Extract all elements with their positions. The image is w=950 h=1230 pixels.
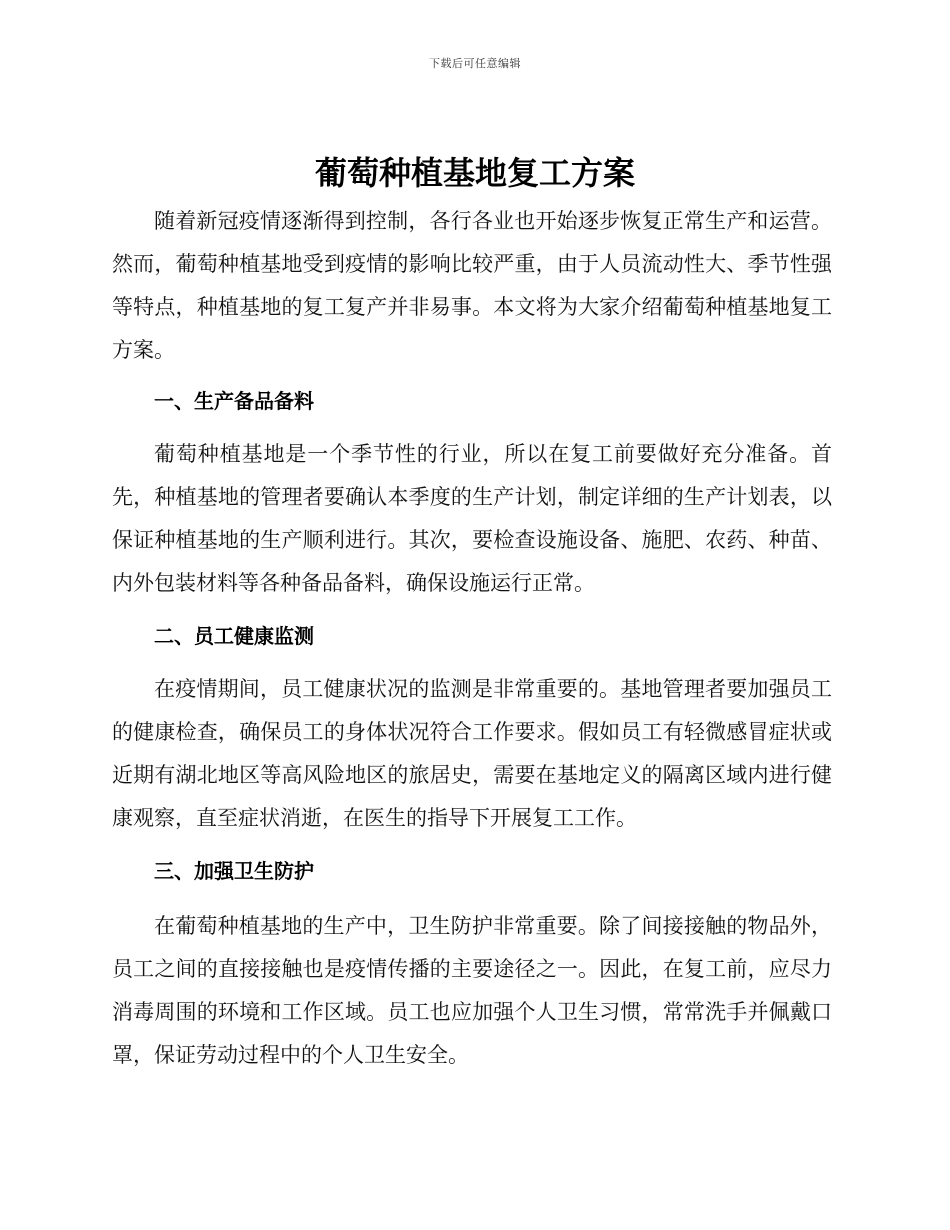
section-1-body-block xyxy=(112,433,832,605)
section-2-heading-block xyxy=(112,615,832,658)
section-3-heading-block xyxy=(112,850,832,893)
section-3-body-block xyxy=(112,905,832,1077)
section-1-heading: 一、生产备品备料 xyxy=(154,389,314,413)
section-2-paragraph: 在疫情期间，员工健康状况的监测是非常重要的。基地管理者要加强员工的健康检查，确保员工的身体状况符合工作要求。假如员工有轻微感冒症状或近期有湖北地区等高风险地区的旅居史，需要在基地定义的隔离区域内进行健康观察，直至症状消逝，在医生的指导下开展复工工作。 xyxy=(112,677,832,830)
section-2-heading: 二、员工健康监测 xyxy=(154,624,314,648)
section-3-heading: 三、加强卫生防护 xyxy=(154,859,314,883)
section-1-heading-block xyxy=(112,380,832,423)
header-note: 下载后可任意编辑 xyxy=(429,57,521,70)
section-1-paragraph: 葡萄种植基地是一个季节性的行业，所以在复工前要做好充分准备。首先，种植基地的管理者要确认本季度的生产计划，制定详细的生产计划表，以保证种植基地的生产顺利进行。其次，要检查设施设备、施肥、农药、种苗、内外包装材料等各种备品备料，确保设施运行正常。 xyxy=(112,442,832,595)
section-2-body-block xyxy=(112,668,832,840)
intro-paragraph: 随着新冠疫情逐渐得到控制，各行各业也开始逐步恢复正常生产和运营。然而，葡萄种植基地受到疫情的影响比较严重，由于人员流动性大、季节性强等特点，种植基地的复工复产并非易事。本文将为大家介绍葡萄种植基地复工方案。 xyxy=(112,209,832,362)
intro-block xyxy=(112,200,832,372)
document-title: 葡萄种植基地复工方案 xyxy=(314,154,635,192)
section-3-paragraph: 在葡萄种植基地的生产中，卫生防护非常重要。除了间接接触的物品外，员工之间的直接接触也是疫情传播的主要途径之一。因此，在复工前，应尽力消毒周围的环境和工作区域。员工也应加强个人卫生习惯，常常洗手并佩戴口罩，保证劳动过程中的个人卫生安全。 xyxy=(112,914,832,1067)
